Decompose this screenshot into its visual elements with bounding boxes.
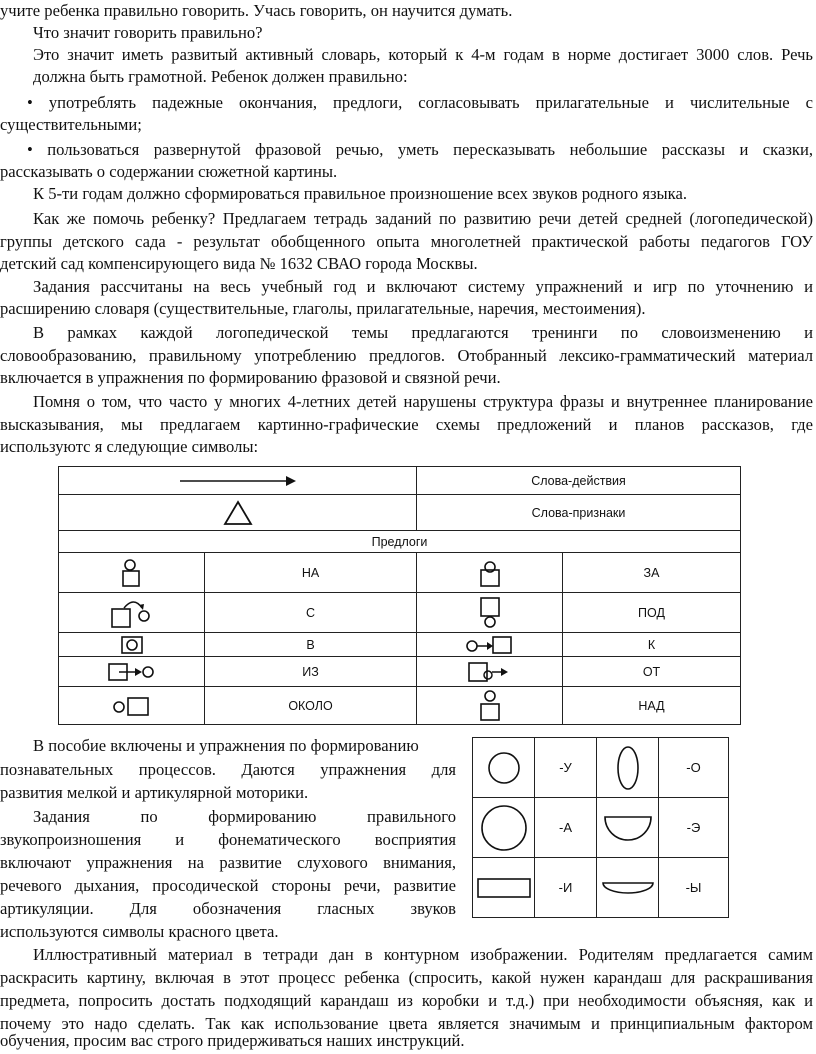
text-line: включают упражнения на развитие слухового внимания,	[0, 853, 456, 872]
symbols-table	[58, 466, 741, 725]
vowel-icon-cell	[473, 798, 535, 858]
text-line: звукопроизношения и фонематического восприятия	[0, 830, 456, 849]
circle-icon	[484, 748, 524, 788]
text-line: должна быть грамотной. Ребенок должен правильно:	[33, 67, 408, 86]
square-circle-arrow-away-icon	[465, 660, 515, 684]
text-line: В рамках каждой логопедической темы предлагаются тренинги по словоизменению и	[33, 323, 813, 342]
triangle-icon	[223, 500, 253, 526]
circle-beside-square-icon	[112, 695, 152, 717]
square-with-circle-above-touching-icon	[475, 557, 505, 589]
vowel-icon-cell	[473, 858, 535, 918]
text-line: К 5-ти годам должно сформироваться правильное произношение всех звуков родного языка.	[33, 184, 687, 203]
preposition-icon-cell	[417, 633, 563, 657]
vowel-label: -У	[535, 738, 597, 798]
preposition-icon-cell	[417, 687, 563, 725]
text-line: Как же помочь ребенку? Предлагаем тетрадь заданий по развитию речи детей средней (логопедической)	[33, 209, 813, 228]
text-line: рассказывать о содержании сюжетной картины.	[0, 162, 338, 181]
circle-above-square-icon	[475, 689, 505, 723]
text-line: группы детского сада - результат обобщенного опыта многолетней практической работы педагогов ГОУ	[0, 232, 813, 251]
vertical-ellipse-icon	[613, 744, 643, 792]
preposition-label: ОКОЛО	[205, 687, 417, 725]
circle-arrow-to-square-icon	[465, 635, 515, 655]
text-line: речевого дыхания, просодической стороны речи, развитие	[0, 876, 456, 895]
preposition-icon-cell	[59, 687, 205, 725]
preposition-label: ЗА	[563, 553, 741, 593]
vowel-symbols-table	[472, 737, 729, 918]
preposition-icon-cell	[59, 633, 205, 657]
vowel-icon-cell	[597, 738, 659, 798]
text-line: существительными;	[0, 115, 142, 134]
text-line: артикуляции. Для обозначения гласных звуков	[0, 899, 456, 918]
text-line: Что значит говорить правильно?	[33, 23, 263, 42]
preposition-icon-cell	[59, 593, 205, 633]
rectangle-icon	[476, 877, 532, 899]
preposition-label: ОТ	[563, 657, 741, 687]
vowel-icon-cell	[597, 798, 659, 858]
square-with-circle-on-top-icon	[117, 557, 147, 589]
preposition-label: ИЗ	[205, 657, 417, 687]
text-line: расширению словаря (существительные, глаголы, прилагательные, наречия, местоимения).	[0, 299, 646, 318]
text-line: используются символы красного цвета.	[0, 922, 279, 941]
vowel-label: -О	[659, 738, 729, 798]
text-line: Задания по формированию правильного	[33, 807, 456, 826]
preposition-label: НА	[205, 553, 417, 593]
bullet-line: • употреблять падежные окончания, предлоги, согласовывать прилагательные и числительные с	[27, 93, 813, 112]
preposition-icon-cell	[417, 657, 563, 687]
text-line: почему это надо сделать. Так как использование цвета является значимым и принципиальным фактором	[0, 1014, 813, 1033]
preposition-label: С	[205, 593, 417, 633]
large-circle-icon	[479, 803, 529, 853]
action-words-label: Слова-действия	[417, 467, 741, 495]
text-line: используютс я следующие символы:	[0, 437, 259, 456]
text-line: познавательных процессов. Даются упражнения для	[0, 760, 456, 779]
text-line: детский сад компенсирующего вида № 1632 СВАО города Москвы.	[0, 254, 478, 273]
text-line: развития мелкой и артикулярной моторики.	[0, 783, 309, 802]
flat-half-ellipse-icon	[601, 879, 655, 897]
vowel-icon-cell	[473, 738, 535, 798]
bullet-line: • пользоваться развернутой фразовой речью, уметь пересказывать небольшие рассказы и сказки,	[27, 140, 813, 159]
vowel-label: -Э	[659, 798, 729, 858]
vowel-icon-cell	[597, 858, 659, 918]
preposition-label: НАД	[563, 687, 741, 725]
text-line: учите ребенка правильно говорить. Учась говорить, он научится думать.	[0, 1, 513, 20]
preposition-icon-cell	[417, 553, 563, 593]
attribute-words-label: Слова-признаки	[417, 495, 741, 531]
right-arrow-icon	[178, 474, 298, 488]
text-line: В пособие включены и упражнения по формированию	[33, 736, 419, 755]
text-line: Иллюстративный материал в тетради дан в контурном изображении. Родителям предлагается самим	[33, 945, 813, 964]
text-line: словообразованию, правильному употреблению предлогов. Отобранный лексико-грамматический материал	[0, 346, 813, 365]
square-with-circle-below-icon	[475, 596, 505, 630]
triangle-symbol-cell	[59, 495, 417, 531]
prepositions-header: Предлоги	[59, 531, 741, 553]
text-line: высказывания, мы предлагаем картинно-графические схемы предложений и планов рассказов, где	[0, 415, 813, 434]
preposition-label: В	[205, 633, 417, 657]
arrow-symbol-cell	[59, 467, 417, 495]
text-line: предмета, попросить достать подходящий карандаш из коробки и т.д.) при необходимости объясняя, как и	[0, 991, 813, 1010]
circle-inside-square-icon	[119, 635, 145, 655]
half-circle-icon	[602, 813, 654, 843]
text-line: Это значит иметь развитый активный словарь, который к 4-м годам в норме достигает 3000 слов. Речь	[33, 45, 813, 64]
square-with-curved-arrow-to-circle-icon	[110, 596, 154, 630]
vowel-label: -Ы	[659, 858, 729, 918]
text-line: Задания рассчитаны на весь учебный год и включают систему упражнений и игр по уточнению и	[33, 277, 813, 296]
preposition-icon-cell	[417, 593, 563, 633]
text-line: Помня о том, что часто у многих 4-летних детей нарушены структура фразы и внутреннее планирование	[33, 392, 813, 411]
preposition-label: ПОД	[563, 593, 741, 633]
vowel-label: -А	[535, 798, 597, 858]
text-line: обучения, просим вас строго придерживаться наших инструкций.	[0, 1031, 465, 1050]
preposition-label: К	[563, 633, 741, 657]
text-line: раскрасить картину, включая в этот процесс ребенка (спросить, какой нужен карандаш для раскрашивания	[0, 968, 813, 987]
square-arrow-out-to-circle-icon	[107, 661, 157, 683]
text-line: включается в упражнения по формированию фразовой и связной речи.	[0, 368, 501, 387]
vowel-label: -И	[535, 858, 597, 918]
preposition-icon-cell	[59, 553, 205, 593]
preposition-icon-cell	[59, 657, 205, 687]
